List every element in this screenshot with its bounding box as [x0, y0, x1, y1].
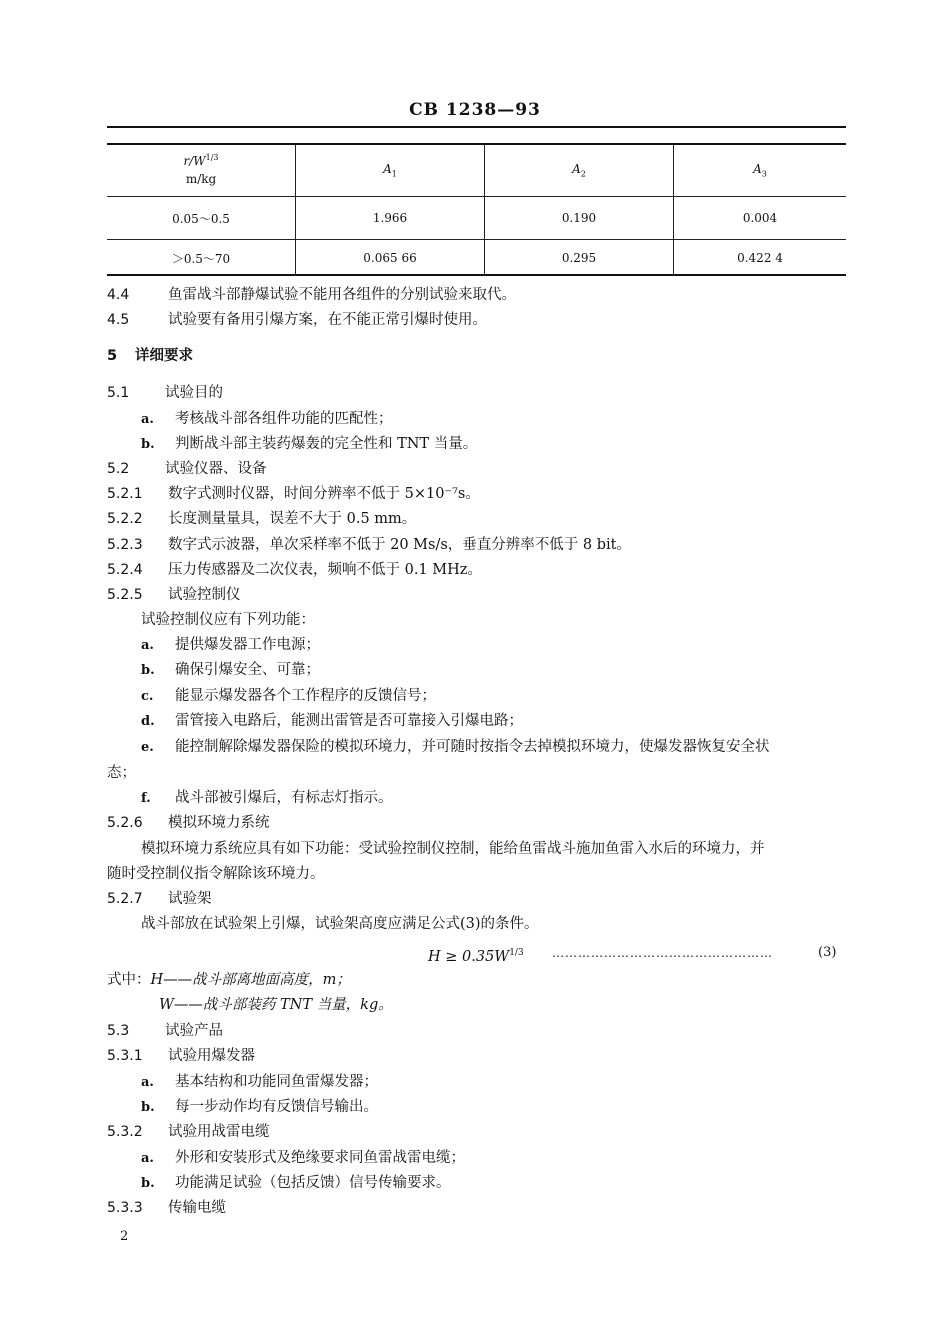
clause-text: 压力传感器及二次仪表，频响不低于 0.1 MHz。	[168, 562, 482, 578]
table-header-a1	[296, 145, 485, 197]
clause-number: 5.3.2	[107, 1124, 143, 1140]
clause-number: 5.2.5	[107, 587, 143, 603]
table-header-a2	[485, 145, 674, 197]
clause-text: 传输电缆	[168, 1200, 226, 1216]
table-row	[107, 240, 846, 277]
clause-5-2-1	[107, 484, 480, 504]
clause-4-5	[107, 310, 487, 330]
section-title: 详细要求	[135, 347, 193, 364]
paragraph-5-2-6-line1: 模拟环境力系统应具有如下功能：受试验控制仪控制，能给鱼雷战斗施加鱼雷入水后的环境力，并	[141, 841, 765, 857]
clause-number: 5.2.3	[107, 537, 143, 553]
clause-5-2-2	[107, 509, 416, 529]
clause-number: 5.2.4	[107, 562, 143, 578]
clause-5-3	[107, 1021, 223, 1041]
item-5-2-5-e	[141, 737, 770, 758]
a3-label: A	[753, 162, 762, 177]
ratio-exponent: 1/3	[205, 153, 219, 162]
clause-5-3-2	[107, 1122, 270, 1142]
table-cell: 1.966	[296, 197, 485, 240]
table-cell: 0.422 4	[674, 240, 847, 277]
item-5-3-1-a	[141, 1072, 378, 1093]
clause-text: 试验架	[168, 891, 212, 907]
clause-5-2-4	[107, 560, 482, 580]
item-5-2-5-f	[141, 788, 393, 809]
clause-number: 5.2.2	[107, 511, 143, 527]
item-label: e.	[141, 740, 154, 755]
where-label: 式中：	[107, 972, 151, 988]
clause-text: 数字式示波器，单次采样率不低于 20 Ms/s，垂直分辨率不低于 8 bit。	[168, 537, 631, 553]
formula-number: (3)	[818, 945, 837, 960]
item-text: 外形和安装形式及绝缘要求同鱼雷战雷电缆；	[175, 1150, 465, 1166]
clause-number: 5.2.6	[107, 815, 143, 831]
clause-text: 试验控制仪	[168, 587, 241, 603]
clause-text: 鱼雷战斗部静爆试验不能用各组件的分别试验来取代。	[168, 287, 516, 303]
where-h-text: H——战斗部离地面高度，m；	[150, 972, 351, 988]
where-w	[159, 995, 393, 1015]
item-label: b.	[141, 663, 155, 678]
table-cell: ＞0.5～70	[171, 251, 231, 266]
item-text: 提供爆发器工作电源；	[175, 637, 320, 653]
item-5-3-2-b	[141, 1173, 451, 1194]
table-header-a3	[674, 145, 847, 197]
ratio-label: r/W	[183, 154, 206, 168]
item-label: f.	[141, 791, 151, 806]
ratio-unit: m/kg	[185, 172, 217, 186]
clause-text: 试验仪器、设备	[165, 461, 267, 477]
clause-4-4	[107, 285, 516, 305]
clause-5-2-5	[107, 585, 241, 605]
item-text: 能显示爆发器各个工作程序的反馈信号；	[175, 688, 436, 704]
clause-text: 试验用战雷电缆	[168, 1124, 270, 1140]
table-cell: 0.05～0.5	[107, 197, 296, 240]
clause-number: 5.2.1	[107, 486, 143, 502]
formula-expression: H ≥ 0.35W	[428, 948, 510, 965]
item-text: 判断战斗部主装药爆轰的完全性和 TNT 当量。	[175, 436, 478, 452]
clause-text: 长度测量量具，误差不大于 0.5 mm。	[168, 511, 417, 527]
item-5-2-5-b	[141, 660, 320, 681]
item-text: 基本结构和功能同鱼雷爆发器；	[175, 1074, 378, 1090]
clause-number: 5.3	[107, 1023, 130, 1039]
item-text: 考核战斗部各组件功能的匹配性；	[175, 411, 393, 427]
item-label: a.	[141, 412, 154, 427]
item-5-1-a	[141, 409, 393, 430]
item-5-3-1-b	[141, 1097, 378, 1118]
clause-number: 5.1	[107, 385, 130, 401]
table-cell: 0.065 66	[296, 240, 485, 277]
clause-5-2-7	[107, 889, 212, 909]
paragraph-5-2-6-line2: 随时受控制仪指令解除该环境力。	[107, 866, 325, 882]
item-text: 雷管接入电路后，能测出雷管是否可靠接入引爆电路；	[175, 713, 523, 729]
a2-label: A	[572, 162, 581, 177]
item-label: b.	[141, 1176, 155, 1191]
table-header-ratio	[107, 145, 296, 197]
item-5-2-5-c	[141, 686, 436, 707]
formula-exponent: 1/3	[509, 948, 524, 958]
where-h	[107, 970, 351, 990]
clause-number: 4.4	[107, 287, 130, 303]
clause-text: 试验要有备用引爆方案，在不能正常引爆时使用。	[168, 312, 487, 328]
clause-number: 4.5	[107, 312, 130, 328]
formula-leader-dots: ……………………………………………	[552, 946, 773, 960]
clause-text: 数字式测时仪器，时间分辨率不低于 5×10⁻⁷s。	[168, 486, 480, 502]
section-number: 5	[107, 348, 118, 364]
clause-5-2	[107, 459, 267, 479]
document-code-header: CB 1238—93	[409, 100, 541, 120]
item-label: b.	[141, 1100, 155, 1115]
a3-sub: 3	[761, 169, 767, 179]
clause-5-1	[107, 383, 223, 403]
clause-text: 试验产品	[165, 1023, 223, 1039]
item-5-2-5-e-cont: 态；	[107, 765, 136, 781]
clause-number: 5.2	[107, 461, 130, 477]
item-label: a.	[141, 1151, 154, 1166]
item-text: 战斗部被引爆后，有标志灯指示。	[175, 790, 393, 806]
table-header-row	[107, 145, 846, 197]
table-row	[107, 197, 846, 240]
table-cell: 0.004	[674, 197, 847, 240]
item-label: d.	[141, 714, 155, 729]
formula-3	[428, 943, 524, 967]
a2-sub: 2	[580, 169, 586, 179]
item-text: 每一步动作均有反馈信号输出。	[175, 1099, 378, 1115]
clause-5-3-3	[107, 1198, 226, 1218]
item-label: a.	[141, 638, 154, 653]
item-label: b.	[141, 437, 155, 452]
table-bottom-rule	[107, 274, 846, 276]
section-5-heading	[107, 346, 193, 366]
clause-number: 5.3.3	[107, 1200, 143, 1216]
where-w-text: W——战斗部装药 TNT 当量，kg。	[159, 997, 393, 1013]
clause-text: 试验目的	[165, 385, 223, 401]
item-text: 确保引爆安全、可靠；	[175, 662, 320, 678]
clause-5-2-3	[107, 535, 631, 555]
paragraph-5-2-5-intro: 试验控制仪应有下列功能：	[141, 612, 315, 628]
item-label: c.	[141, 689, 154, 704]
clause-number: 5.2.7	[107, 891, 143, 907]
paragraph-5-2-7: 战斗部放在试验架上引爆，试验架高度应满足公式(3)的条件。	[141, 916, 539, 932]
item-text: 功能满足试验（包括反馈）信号传输要求。	[175, 1175, 451, 1191]
item-5-1-b	[141, 434, 477, 455]
clause-number: 5.3.1	[107, 1048, 143, 1064]
coefficient-table	[107, 145, 846, 276]
clause-text: 模拟环境力系统	[168, 815, 270, 831]
clause-5-2-6	[107, 813, 270, 833]
item-label: a.	[141, 1075, 154, 1090]
a1-sub: 1	[391, 169, 397, 179]
item-5-2-5-d	[141, 711, 523, 732]
item-5-3-2-a	[141, 1148, 465, 1169]
item-text: 能控制解除爆发器保险的模拟环境力，并可随时按指令去掉模拟环境力，使爆发器恢复安全状	[175, 739, 770, 755]
clause-5-3-1	[107, 1046, 255, 1066]
table-cell: 0.190	[485, 197, 674, 240]
header-rule	[107, 126, 846, 128]
table-cell: 0.295	[485, 240, 674, 277]
a1-label: A	[383, 162, 392, 177]
item-5-2-5-a	[141, 635, 320, 656]
page-number: 2	[120, 1229, 129, 1244]
clause-text: 试验用爆发器	[168, 1048, 255, 1064]
